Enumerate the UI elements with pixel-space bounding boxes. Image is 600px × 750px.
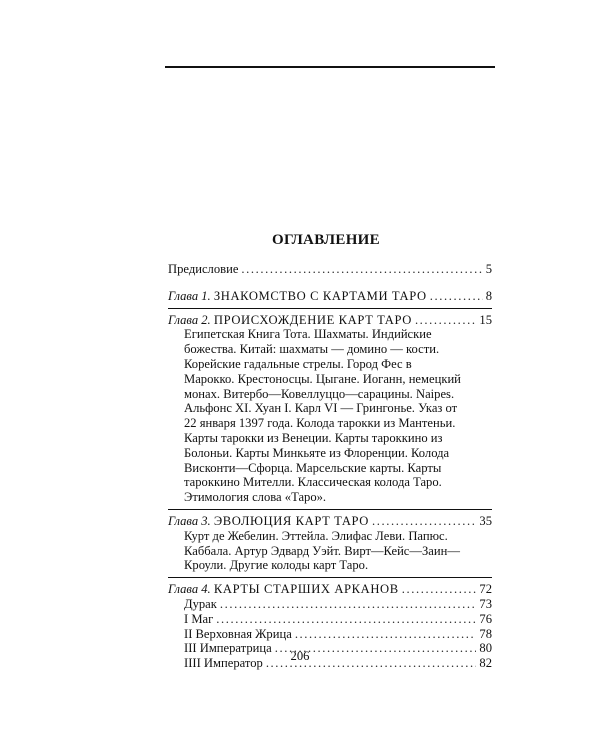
subentry-page: 80 bbox=[479, 641, 492, 656]
dot-leader bbox=[241, 262, 482, 277]
description-line: Марокко. Крестоносцы. Цыгане. Иоганн, немецкий bbox=[184, 371, 461, 386]
description-line: Карты тарокки из Венеции. Карты тароккино из bbox=[184, 430, 443, 445]
entry-page: 15 bbox=[479, 312, 492, 327]
toc-entry-chapter-2[interactable] bbox=[168, 313, 492, 505]
dot-leader bbox=[415, 313, 476, 328]
toc-entry-chapter-3[interactable] bbox=[168, 514, 492, 573]
description-line: Корейские гадальные стрелы. Город Фес в bbox=[184, 356, 412, 371]
dot-leader bbox=[430, 289, 483, 304]
toc-subentry[interactable] bbox=[168, 612, 492, 627]
table-of-contents bbox=[168, 262, 492, 671]
description-line: тароккино Мителли. Классическая колода Таро. bbox=[184, 475, 442, 490]
spacer bbox=[168, 277, 492, 289]
subentry-title: I Маг bbox=[184, 611, 214, 626]
chapter-description bbox=[168, 529, 492, 573]
chapter-prefix: Глава 3. bbox=[168, 513, 211, 528]
chapter-prefix: Глава 2. bbox=[168, 312, 211, 327]
subentry-title: Дурак bbox=[184, 596, 217, 611]
description-line: божества. Китай: шахматы — домино — кости. bbox=[184, 342, 440, 357]
description-line: монах. Витербо—Ковеллуццо—сарацины. Naipes. bbox=[184, 386, 455, 401]
separator-line bbox=[168, 308, 492, 309]
toc-title: ОГЛАВЛЕНИЕ bbox=[272, 232, 380, 248]
chapter-description bbox=[168, 327, 492, 505]
entry-page: 8 bbox=[485, 288, 492, 303]
description-line: 22 января 1397 года. Колода тарокки из Мантеньи. bbox=[184, 416, 456, 431]
description-line: Египетская Книга Тота. Шахматы. Индийские bbox=[184, 327, 432, 342]
toc-entry-chapter-1[interactable] bbox=[168, 289, 492, 304]
entry-title: Предисловие bbox=[168, 262, 239, 276]
description-line: Каббала. Артур Эдвард Уэйт. Вирт—Кейс—Заин— bbox=[184, 543, 460, 558]
toc-subentry[interactable] bbox=[168, 627, 492, 642]
top-rule bbox=[165, 66, 495, 68]
subentry-title: IIII Император bbox=[184, 656, 263, 671]
subentry-page: 82 bbox=[479, 656, 492, 671]
chapter-prefix: Глава 4. bbox=[168, 582, 211, 597]
description-line: Курт де Жебелин. Эттейла. Элифас Леви. Папюс. bbox=[184, 528, 448, 543]
chapter-title: КАРТЫ СТАРШИХ АРКАНОВ bbox=[213, 582, 399, 597]
dot-leader bbox=[402, 582, 477, 597]
subentry-page: 76 bbox=[479, 611, 492, 626]
entry-page: 5 bbox=[485, 262, 492, 276]
page-number: 206 bbox=[290, 649, 310, 663]
description-line: Альфонс XI. Хуан I. Карл VI — Грингонье. Указ от bbox=[184, 401, 458, 416]
description-line: Кроули. Другие колоды карт Таро. bbox=[184, 558, 369, 573]
dot-leader bbox=[220, 597, 477, 612]
dot-leader bbox=[216, 612, 476, 627]
chapter-title: ПРОИСХОЖДЕНИЕ КАРТ ТАРО bbox=[213, 312, 412, 327]
subentry-title: II Верховная Жрица bbox=[184, 626, 292, 641]
entry-page: 35 bbox=[479, 513, 492, 528]
description-line: Болоньи. Карты Минкьяте из Флоренции. Колода bbox=[184, 445, 450, 460]
chapter-prefix: Глава 1. bbox=[168, 288, 211, 303]
toc-entry-preface[interactable] bbox=[168, 262, 492, 277]
separator-line bbox=[168, 509, 492, 510]
subentry-title: III Императрица bbox=[184, 641, 272, 656]
dot-leader bbox=[372, 514, 476, 529]
toc-subentry[interactable] bbox=[168, 597, 492, 612]
subentry-page: 73 bbox=[479, 596, 492, 611]
chapter-title: ЗНАКОМСТВО С КАРТАМИ ТАРО bbox=[213, 288, 427, 303]
entry-page: 72 bbox=[479, 582, 492, 597]
subentry-page: 78 bbox=[479, 626, 492, 641]
dot-leader bbox=[295, 627, 477, 642]
description-line: Висконти—Сфорца. Марсельские карты. Карты bbox=[184, 460, 442, 475]
description-line: Этимология слова «Таро». bbox=[184, 490, 327, 505]
chapter-title: ЭВОЛЮЦИЯ КАРТ ТАРО bbox=[213, 513, 369, 528]
separator-line bbox=[168, 577, 492, 578]
